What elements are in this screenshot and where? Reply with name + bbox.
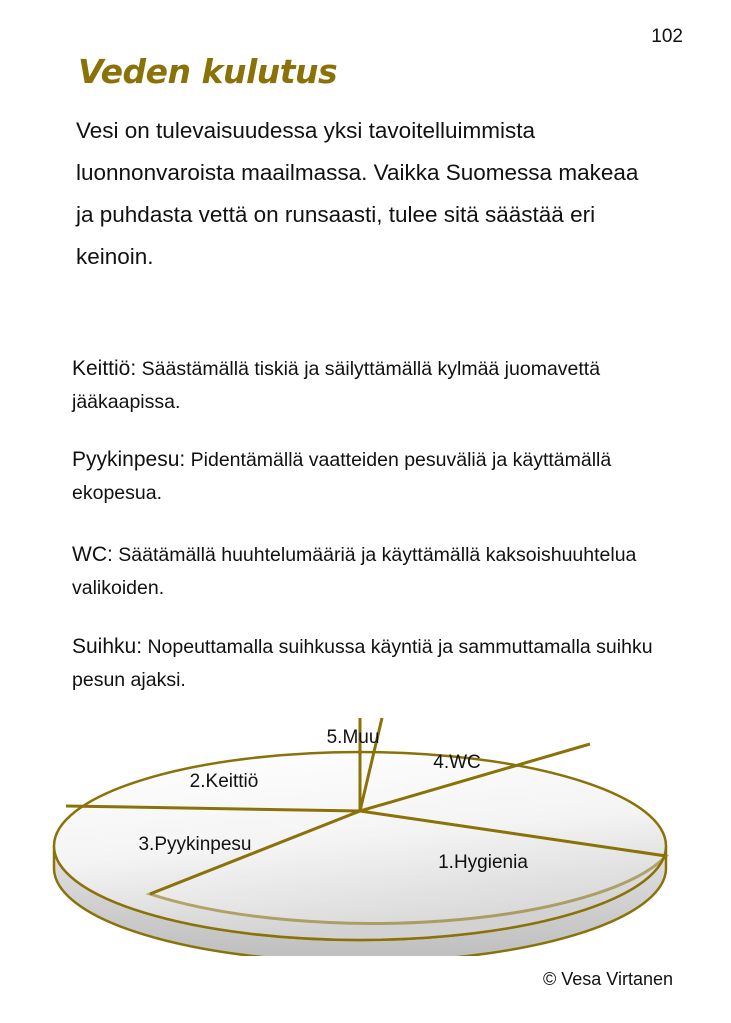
section-lead: Pyykinpesu: xyxy=(72,448,186,471)
section-lead: Keittiö: xyxy=(72,357,137,380)
pie-label-1: 1.Hygienia xyxy=(438,852,528,873)
section-suihku xyxy=(72,630,672,697)
section-body: Säästämällä tiskiä ja säilyttämällä kylmää juomavettä jääkaapissa. xyxy=(72,358,601,413)
page-title: Veden kulutus xyxy=(78,52,338,91)
section-body: Nopeuttamalla suihkussa käyntiä ja sammuttamalla suihku pesun ajaksi. xyxy=(72,636,653,691)
section-body: Pidentämällä vaatteiden pesuväliä ja käyttämällä ekopesua. xyxy=(72,449,612,504)
section-keittio xyxy=(72,352,672,419)
section-wc xyxy=(72,538,672,605)
section-body: Säätämällä huuhtelumääriä ja käyttämällä kaksoishuuhtelua valikoiden. xyxy=(72,544,637,599)
pie-label-5: 5.Muu xyxy=(326,727,380,748)
section-pyykinpesu xyxy=(72,443,672,510)
copyright-credit: © Vesa Virtanen xyxy=(542,969,673,989)
pie-chart-svg xyxy=(30,706,701,956)
section-lead: Suihku: xyxy=(72,635,143,658)
pie-label-3: 3.Pyykinpesu xyxy=(138,834,252,855)
page-number: 102 xyxy=(651,26,683,47)
section-lead: WC: xyxy=(72,543,113,566)
intro-paragraph: Vesi on tulevaisuudessa yksi tavoitelluimmista luonnonvaroista maailmassa. Vaikka Suomessa makeaa ja puhdasta vettä on runsaasti, tulee sitä säästää eri keinoin. xyxy=(76,118,639,269)
pie-label-4: 4.WC xyxy=(433,752,481,773)
water-usage-pie-chart xyxy=(30,706,701,956)
pie-label-2: 2.Keittiö xyxy=(189,771,259,792)
